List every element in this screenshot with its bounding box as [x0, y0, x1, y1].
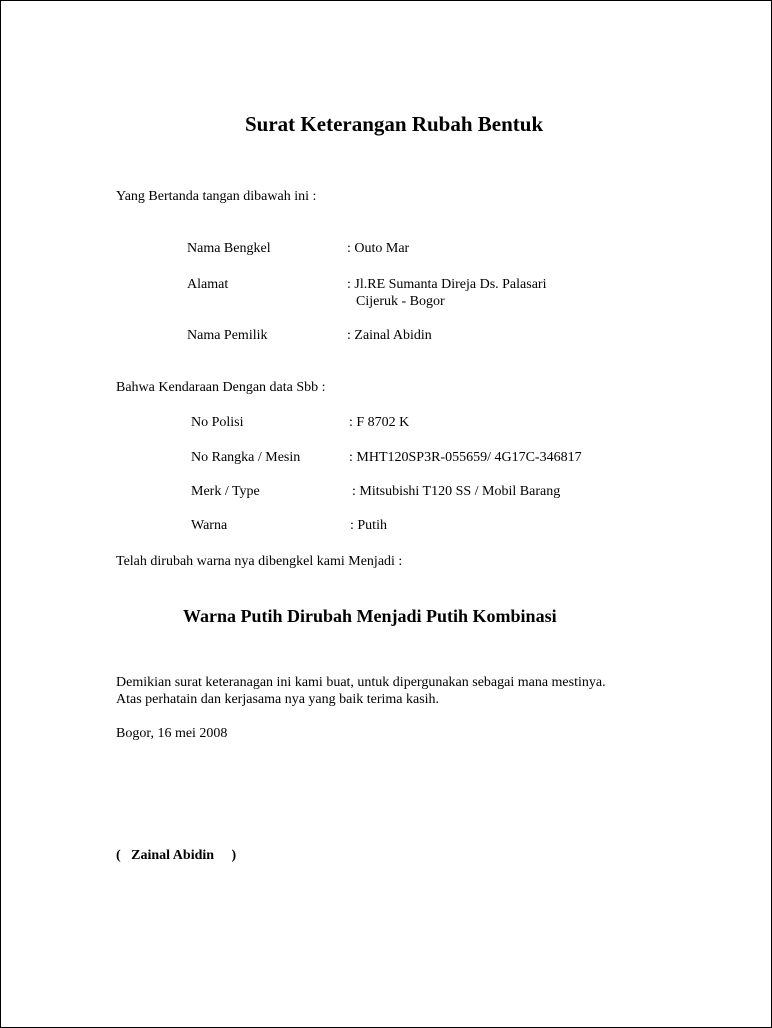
signature-name: ( Zainal Abidin )	[116, 848, 237, 863]
workshop-address-label: Alamat	[187, 277, 229, 292]
workshop-name-value: : Outo Mar	[347, 241, 410, 256]
intro-text: Yang Bertanda tangan dibawah ini :	[116, 189, 317, 204]
vehicle-plate-value: : F 8702 K	[349, 415, 410, 430]
vehicle-type-label: Merk / Type	[191, 484, 260, 499]
place-date: Bogor, 16 mei 2008	[116, 726, 228, 741]
vehicle-color-value: : Putih	[350, 518, 387, 533]
workshop-name-label: Nama Bengkel	[187, 241, 271, 256]
workshop-address-line1: : Jl.RE Sumanta Direja Ds. Palasari	[347, 277, 547, 292]
vehicle-color-label: Warna	[191, 518, 228, 533]
change-intro-text: Telah dirubah warna nya dibengkel kami Menjadi :	[116, 554, 403, 569]
closing-line-2: Atas perhatain dan kerjasama nya yang baik terima kasih.	[116, 692, 440, 707]
vehicle-intro-text: Bahwa Kendaraan Dengan data Sbb :	[116, 380, 326, 395]
workshop-owner-label: Nama Pemilik	[187, 328, 268, 343]
vehicle-type-value: : Mitsubishi T120 SS / Mobil Barang	[352, 484, 561, 499]
vehicle-chassis-label: No Rangka / Mesin	[191, 450, 301, 465]
workshop-owner-value: : Zainal Abidin	[347, 328, 432, 343]
closing-line-1: Demikian surat keteranagan ini kami buat, untuk dipergunakan sebagai mana mestinya.	[116, 675, 606, 690]
vehicle-chassis-value: : MHT120SP3R-055659/ 4G17C-346817	[349, 450, 582, 465]
vehicle-plate-label: No Polisi	[191, 415, 244, 430]
workshop-address-line2: Cijeruk - Bogor	[356, 294, 445, 309]
change-statement: Warna Putih Dirubah Menjadi Putih Kombinasi	[183, 606, 557, 626]
document-title: Surat Keterangan Rubah Bentuk	[245, 112, 544, 136]
